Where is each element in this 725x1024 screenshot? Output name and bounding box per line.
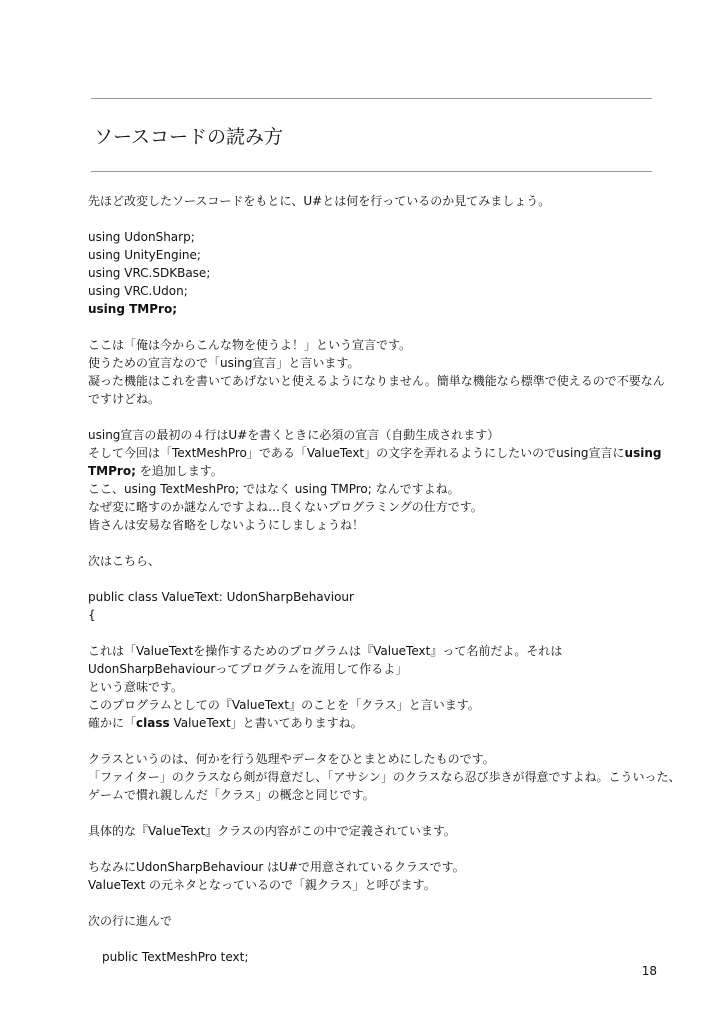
code-line: using VRC.Udon; bbox=[88, 284, 188, 298]
paragraph-line: という意味です。 bbox=[88, 680, 184, 694]
body-text bbox=[88, 192, 681, 966]
paragraph-line bbox=[88, 444, 663, 462]
paragraph-line bbox=[88, 714, 663, 732]
page-number: 18 bbox=[641, 964, 657, 978]
paragraph-line: ですけどね。 bbox=[88, 392, 161, 406]
paragraph-line: ValueText の元ネタとなっているので「親クラス」と呼びます。 bbox=[88, 878, 436, 892]
text-run: ValueText」と書いてありますね。 bbox=[169, 716, 363, 730]
paragraph-line: ちなみにUdonSharpBehaviour はU#で用意されているクラスです。 bbox=[88, 860, 465, 874]
text-run: そして今回は「TextMeshPro」である「ValueText」の文字を弄れるようにしたいのでusing宣言に bbox=[88, 446, 625, 460]
paragraph-line: このプログラムとしての『ValueText』のことを「クラス」と言います。 bbox=[88, 698, 480, 712]
paragraph-line: 凝った機能はこれを書いてあげないと使えるようになりません。簡単な機能なら標準で使えるので不要なん bbox=[88, 374, 665, 388]
code-line: using UnityEngine; bbox=[88, 248, 201, 262]
top-divider bbox=[91, 98, 652, 99]
bold-text-run: using bbox=[624, 446, 662, 460]
code-line: { bbox=[88, 608, 96, 622]
bold-text-run: TMPro; bbox=[88, 464, 136, 478]
text-run: 確かに「 bbox=[88, 716, 137, 730]
code-line: public TextMeshPro text; bbox=[102, 950, 249, 964]
intro-text: 先ほど改変したソースコードをもとに、U#とは何を行っているのか見てみましょう。 bbox=[88, 194, 551, 208]
page-title: ソースコードの読み方 bbox=[94, 126, 284, 148]
bottom-divider bbox=[91, 171, 652, 172]
paragraph-line: using宣言の最初の４行はU#を書くときに必須の宣言（自動生成されます） bbox=[88, 428, 500, 442]
paragraph-line: 具体的な『ValueText』クラスの内容がこの中で定義されています。 bbox=[88, 824, 456, 838]
paragraph-line: 使うための宣言なので「using宣言」と言います。 bbox=[88, 356, 360, 370]
paragraph-line: 「ファイター」のクラスなら剣が得意だし、「アサシン」のクラスなら忍び歩きが得意ですよね。こういった、 bbox=[88, 770, 681, 784]
code-line: using VRC.SDKBase; bbox=[88, 266, 211, 280]
paragraph-line: 次の行に進んで bbox=[88, 914, 173, 928]
paragraph-line: なぜ変に略すのか謎なんですよね…良くないプログラミングの仕方です。 bbox=[88, 500, 483, 514]
code-line: using UdonSharp; bbox=[88, 230, 195, 244]
bold-text-run: class bbox=[136, 716, 170, 730]
paragraph-line: ここ、using TextMeshPro; ではなく using TMPro; なんですよね。 bbox=[88, 482, 460, 496]
code-line-highlight: using TMPro; bbox=[88, 302, 177, 316]
text-run: を追加します。 bbox=[135, 464, 223, 478]
code-line: public class ValueText: UdonSharpBehaviour bbox=[88, 590, 354, 604]
paragraph-line: ここは「俺は今からこんな物を使うよ！」という宣言です。 bbox=[88, 338, 412, 352]
paragraph-line: ゲームで慣れ親しんだ「クラス」の概念と同じです。 bbox=[88, 788, 375, 802]
paragraph-line: クラスというのは、何かを行う処理やデータをひとまとめにしたものです。 bbox=[88, 752, 495, 766]
paragraph-line bbox=[88, 462, 663, 480]
paragraph-line: 次はこちら、 bbox=[88, 554, 161, 568]
paragraph-line: UdonSharpBehaviourってプログラムを流用して作るよ」 bbox=[88, 662, 408, 676]
paragraph-line: これは「ValueTextを操作するためのプログラムは『ValueText』って名前だよ。それは bbox=[88, 644, 563, 658]
paragraph-line: 皆さんは安易な省略をしないようにしましょうね！ bbox=[88, 518, 365, 532]
